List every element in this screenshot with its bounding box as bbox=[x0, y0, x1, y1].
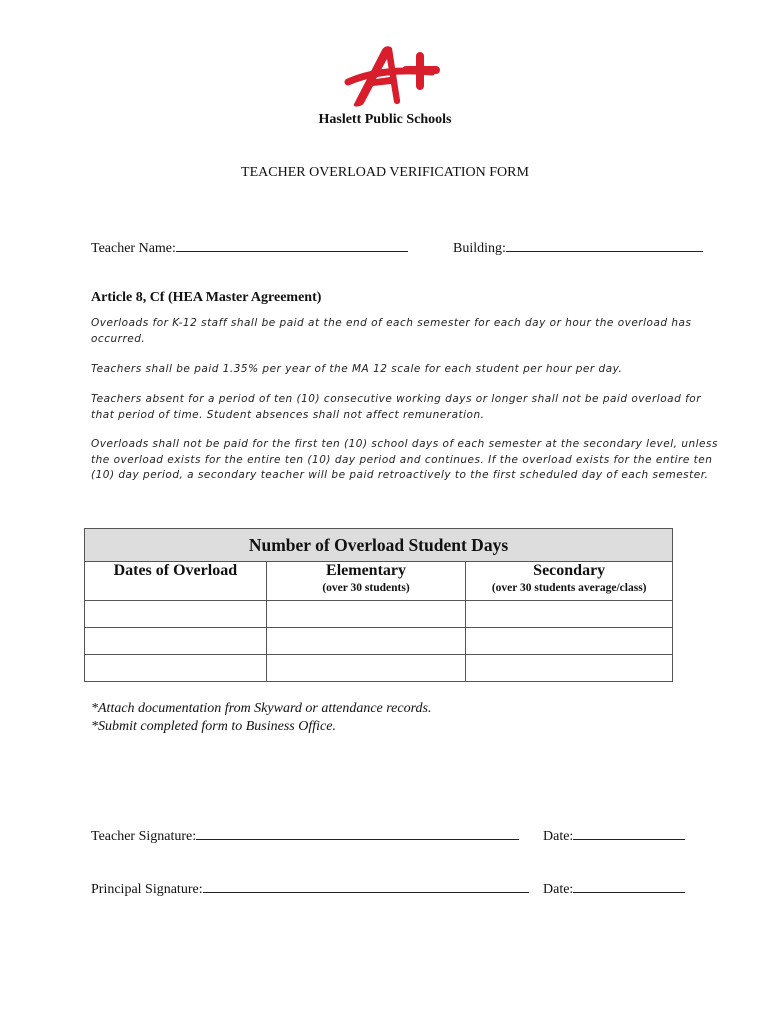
article-paragraph-4: Overloads shall not be paid for the first ten (10) school days of each semester at the secondary level, unless the overload exists for the entire ten (10) day period and continues. If the overload exists for the entire ten (10) day period, a secondary teacher will be paid retroactively to the first scheduled day of each semester. bbox=[91, 438, 718, 481]
school-name: Haslett Public Schools bbox=[318, 112, 452, 127]
principal-signature-blank[interactable] bbox=[203, 878, 529, 893]
dates-cell[interactable] bbox=[85, 655, 267, 682]
attach-note: *Attach documentation from Skyward or attendance records. bbox=[91, 701, 432, 716]
principal-date-field[interactable] bbox=[543, 878, 685, 898]
school-logo bbox=[340, 42, 442, 110]
overload-table bbox=[84, 528, 673, 682]
secondary-cell[interactable] bbox=[466, 655, 673, 682]
col-secondary-note: (over 30 students average/class) bbox=[491, 582, 647, 594]
building-field[interactable] bbox=[453, 237, 703, 257]
submit-note: *Submit completed form to Business Office. bbox=[91, 719, 336, 734]
elementary-cell[interactable] bbox=[266, 628, 466, 655]
secondary-cell[interactable] bbox=[466, 601, 673, 628]
col-elementary-header: Elementary (over 30 students) bbox=[266, 562, 466, 601]
teacher-date-label: Date: bbox=[543, 829, 574, 844]
building-blank[interactable] bbox=[506, 237, 703, 252]
principal-date-blank[interactable] bbox=[573, 878, 685, 893]
principal-signature-field[interactable] bbox=[91, 878, 529, 898]
teacher-name-blank[interactable] bbox=[176, 237, 408, 252]
a-plus-logo-icon bbox=[340, 42, 442, 110]
principal-date-label: Date: bbox=[543, 882, 574, 897]
building-label: Building: bbox=[453, 241, 506, 256]
form-title: TEACHER OVERLOAD VERIFICATION FORM bbox=[241, 165, 529, 180]
teacher-signature-blank[interactable] bbox=[196, 825, 519, 840]
dates-cell[interactable] bbox=[85, 628, 267, 655]
col-dates-header: Dates of Overload bbox=[85, 562, 267, 601]
principal-signature-label: Principal Signature: bbox=[91, 882, 203, 897]
teacher-name-label: Teacher Name: bbox=[91, 241, 176, 256]
teacher-signature-label: Teacher Signature: bbox=[91, 829, 197, 844]
dates-cell[interactable] bbox=[85, 601, 267, 628]
table-title: Number of Overload Student Days bbox=[85, 529, 673, 562]
teacher-name-field[interactable] bbox=[91, 237, 408, 257]
teacher-date-blank[interactable] bbox=[573, 825, 685, 840]
table-row bbox=[85, 628, 673, 655]
notes bbox=[91, 700, 431, 736]
elementary-cell[interactable] bbox=[266, 655, 466, 682]
table-row bbox=[85, 601, 673, 628]
teacher-date-field[interactable] bbox=[543, 825, 685, 845]
col-elementary-note: (over 30 students) bbox=[322, 582, 410, 594]
secondary-cell[interactable] bbox=[466, 628, 673, 655]
article-paragraph-1: Overloads for K-12 staff shall be paid at the end of each semester for each day or hour the overload has occurred. bbox=[91, 317, 692, 345]
article-paragraph-3: Teachers absent for a period of ten (10) consecutive working days or longer shall not be paid overload for that period of time. Student absences shall not affect remuneration. bbox=[91, 393, 702, 421]
article-heading: Article 8, Cf (HEA Master Agreement) bbox=[91, 290, 322, 305]
table-row bbox=[85, 655, 673, 682]
col-secondary-header: Secondary (over 30 students average/class) bbox=[466, 562, 673, 601]
article-paragraph-2: Teachers shall be paid 1.35% per year of the MA 12 scale for each student per hour per day. bbox=[91, 363, 623, 375]
teacher-signature-field[interactable] bbox=[91, 825, 519, 845]
elementary-cell[interactable] bbox=[266, 601, 466, 628]
